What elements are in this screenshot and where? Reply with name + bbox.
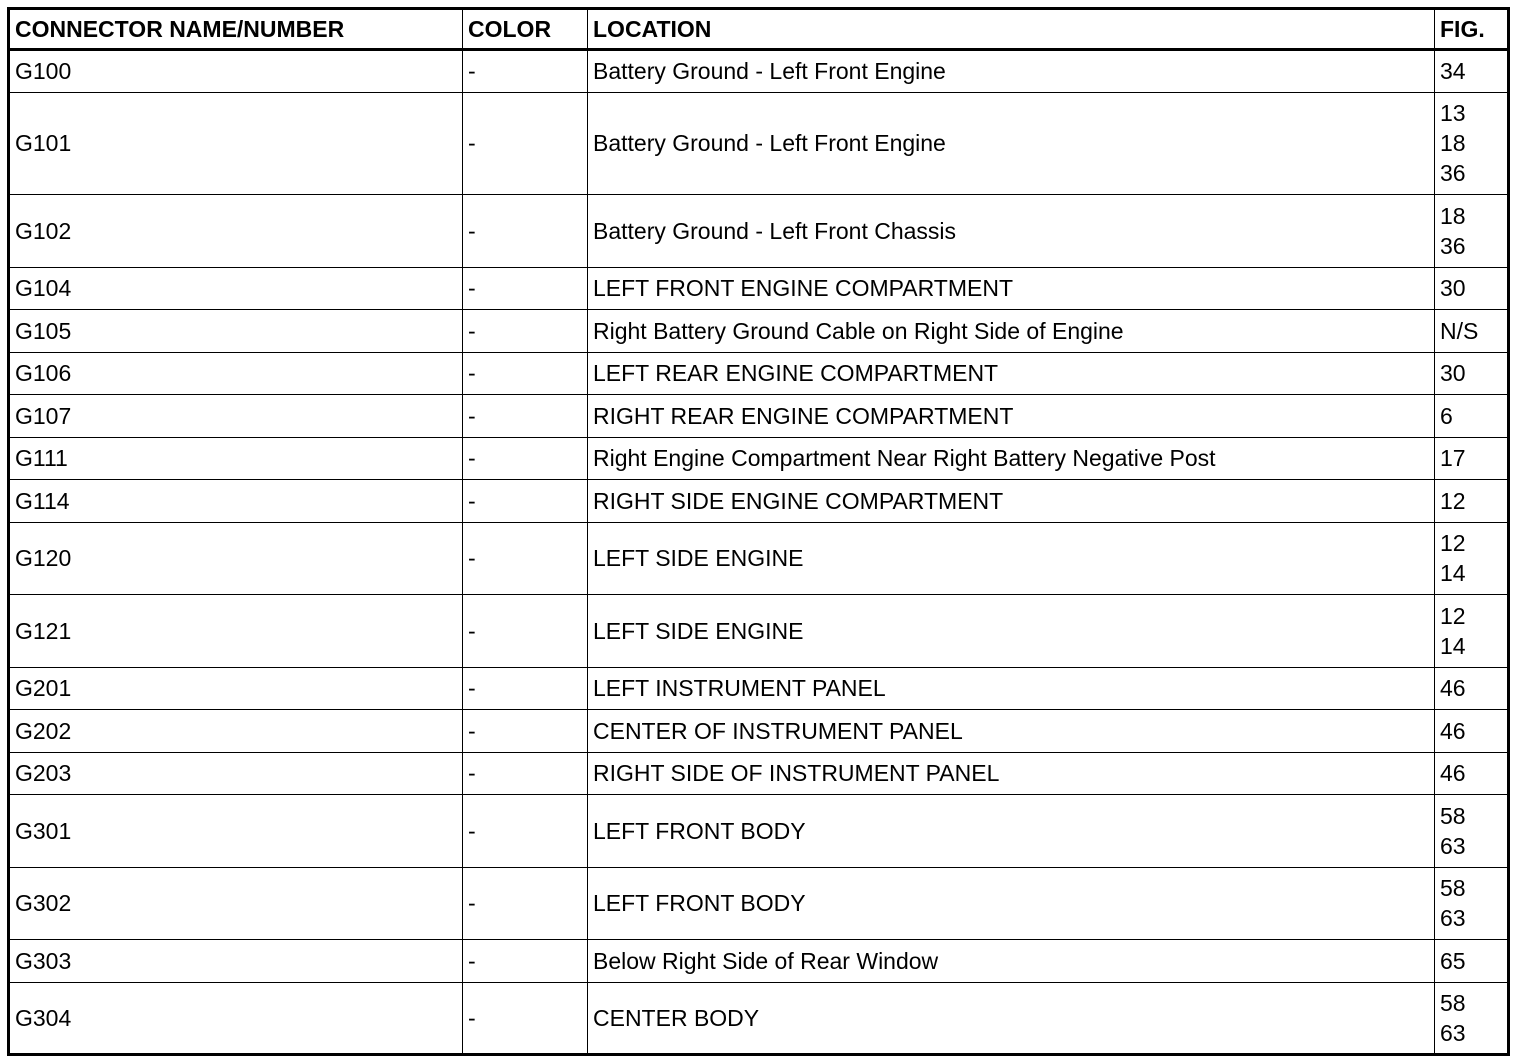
- fig-number: 18: [1440, 130, 1466, 157]
- fig-number: 30: [1440, 360, 1466, 387]
- connector-name-cell: G105: [9, 310, 463, 353]
- location-cell: CENTER OF INSTRUMENT PANEL: [588, 710, 1435, 753]
- color-cell: -: [463, 92, 588, 195]
- header-color: COLOR: [463, 9, 588, 50]
- color-cell: -: [463, 395, 588, 438]
- table-row: [9, 795, 1509, 868]
- color-cell: -: [463, 352, 588, 395]
- fig-number: 13: [1440, 100, 1466, 127]
- connector-name-cell: G120: [9, 522, 463, 595]
- table-row: [9, 395, 1509, 438]
- connector-name-cell: G121: [9, 595, 463, 668]
- color-cell: -: [463, 795, 588, 868]
- color-cell: -: [463, 752, 588, 795]
- color-cell: -: [463, 595, 588, 668]
- fig-number: 18: [1440, 202, 1466, 229]
- header-row: [9, 9, 1509, 50]
- color-cell: -: [463, 310, 588, 353]
- fig-cell: [1435, 480, 1509, 523]
- table-row: [9, 92, 1509, 195]
- color-cell: -: [463, 667, 588, 710]
- color-cell: -: [463, 867, 588, 940]
- table-row: [9, 195, 1509, 268]
- fig-cell: [1435, 667, 1509, 710]
- fig-number: 12: [1440, 602, 1466, 629]
- connector-name-cell: G303: [9, 940, 463, 983]
- table-row: [9, 752, 1509, 795]
- fig-number: 46: [1440, 675, 1466, 702]
- fig-number: 6: [1440, 402, 1453, 429]
- color-cell: -: [463, 267, 588, 310]
- fig-cell: [1435, 595, 1509, 668]
- connector-name-cell: G104: [9, 267, 463, 310]
- connector-name-cell: G102: [9, 195, 463, 268]
- location-cell: LEFT SIDE ENGINE: [588, 522, 1435, 595]
- color-cell: -: [463, 195, 588, 268]
- table-row: [9, 982, 1509, 1055]
- location-cell: Battery Ground - Left Front Engine: [588, 92, 1435, 195]
- connector-name-cell: G201: [9, 667, 463, 710]
- connector-name-cell: G111: [9, 437, 463, 480]
- location-cell: Right Battery Ground Cable on Right Side of Engine: [588, 310, 1435, 353]
- location-cell: LEFT FRONT ENGINE COMPARTMENT: [588, 267, 1435, 310]
- table-row: [9, 352, 1509, 395]
- fig-cell: [1435, 395, 1509, 438]
- fig-number: 17: [1440, 445, 1466, 472]
- fig-number: 58: [1440, 989, 1466, 1016]
- fig-cell: [1435, 982, 1509, 1055]
- fig-cell: [1435, 867, 1509, 940]
- fig-cell: [1435, 92, 1509, 195]
- color-cell: -: [463, 480, 588, 523]
- color-cell: -: [463, 522, 588, 595]
- color-cell: -: [463, 710, 588, 753]
- table-body: [9, 50, 1509, 1055]
- table-row: [9, 310, 1509, 353]
- fig-number: 14: [1440, 632, 1466, 659]
- connector-name-cell: G301: [9, 795, 463, 868]
- table-row: [9, 437, 1509, 480]
- fig-number: 12: [1440, 530, 1466, 557]
- fig-cell: [1435, 795, 1509, 868]
- table-row: [9, 480, 1509, 523]
- fig-cell: [1435, 310, 1509, 353]
- color-cell: -: [463, 982, 588, 1055]
- location-cell: RIGHT SIDE ENGINE COMPARTMENT: [588, 480, 1435, 523]
- location-cell: LEFT INSTRUMENT PANEL: [588, 667, 1435, 710]
- fig-cell: [1435, 710, 1509, 753]
- fig-number: 12: [1440, 487, 1466, 514]
- location-cell: RIGHT SIDE OF INSTRUMENT PANEL: [588, 752, 1435, 795]
- fig-cell: [1435, 752, 1509, 795]
- table-row: [9, 710, 1509, 753]
- fig-number: N/S: [1440, 317, 1479, 344]
- location-cell: RIGHT REAR ENGINE COMPARTMENT: [588, 395, 1435, 438]
- fig-cell: [1435, 195, 1509, 268]
- header-connector-name: CONNECTOR NAME/NUMBER: [9, 9, 463, 50]
- fig-number: 36: [1440, 160, 1466, 187]
- fig-number: 14: [1440, 560, 1466, 587]
- table-row: [9, 867, 1509, 940]
- location-cell: Below Right Side of Rear Window: [588, 940, 1435, 983]
- connector-name-cell: G106: [9, 352, 463, 395]
- fig-number: 63: [1440, 832, 1466, 859]
- fig-number: 63: [1440, 1019, 1466, 1046]
- fig-number: 34: [1440, 58, 1466, 85]
- location-cell: LEFT REAR ENGINE COMPARTMENT: [588, 352, 1435, 395]
- fig-number: 30: [1440, 275, 1466, 302]
- fig-cell: [1435, 50, 1509, 93]
- location-cell: CENTER BODY: [588, 982, 1435, 1055]
- table-row: [9, 595, 1509, 668]
- table-row: [9, 522, 1509, 595]
- fig-cell: [1435, 267, 1509, 310]
- fig-number: 58: [1440, 802, 1466, 829]
- fig-cell: [1435, 352, 1509, 395]
- location-cell: Battery Ground - Left Front Engine: [588, 50, 1435, 93]
- fig-number: 46: [1440, 717, 1466, 744]
- fig-number: 63: [1440, 905, 1466, 932]
- location-cell: LEFT FRONT BODY: [588, 795, 1435, 868]
- table-row: [9, 267, 1509, 310]
- connector-name-cell: G114: [9, 480, 463, 523]
- color-cell: -: [463, 50, 588, 93]
- color-cell: -: [463, 940, 588, 983]
- fig-number: 46: [1440, 760, 1466, 787]
- connector-name-cell: G107: [9, 395, 463, 438]
- table-row: [9, 50, 1509, 93]
- location-cell: LEFT FRONT BODY: [588, 867, 1435, 940]
- color-cell: -: [463, 437, 588, 480]
- connector-name-cell: G304: [9, 982, 463, 1055]
- header-location: LOCATION: [588, 9, 1435, 50]
- fig-cell: [1435, 940, 1509, 983]
- connector-table: [7, 7, 1510, 1056]
- connector-name-cell: G202: [9, 710, 463, 753]
- location-cell: LEFT SIDE ENGINE: [588, 595, 1435, 668]
- location-cell: Battery Ground - Left Front Chassis: [588, 195, 1435, 268]
- fig-cell: [1435, 437, 1509, 480]
- fig-number: 65: [1440, 947, 1466, 974]
- connector-name-cell: G302: [9, 867, 463, 940]
- connector-name-cell: G101: [9, 92, 463, 195]
- connector-name-cell: G100: [9, 50, 463, 93]
- connector-name-cell: G203: [9, 752, 463, 795]
- fig-number: 58: [1440, 875, 1466, 902]
- fig-number: 36: [1440, 232, 1466, 259]
- location-cell: Right Engine Compartment Near Right Battery Negative Post: [588, 437, 1435, 480]
- fig-cell: [1435, 522, 1509, 595]
- table-row: [9, 940, 1509, 983]
- table-row: [9, 667, 1509, 710]
- header-fig: FIG.: [1435, 9, 1509, 50]
